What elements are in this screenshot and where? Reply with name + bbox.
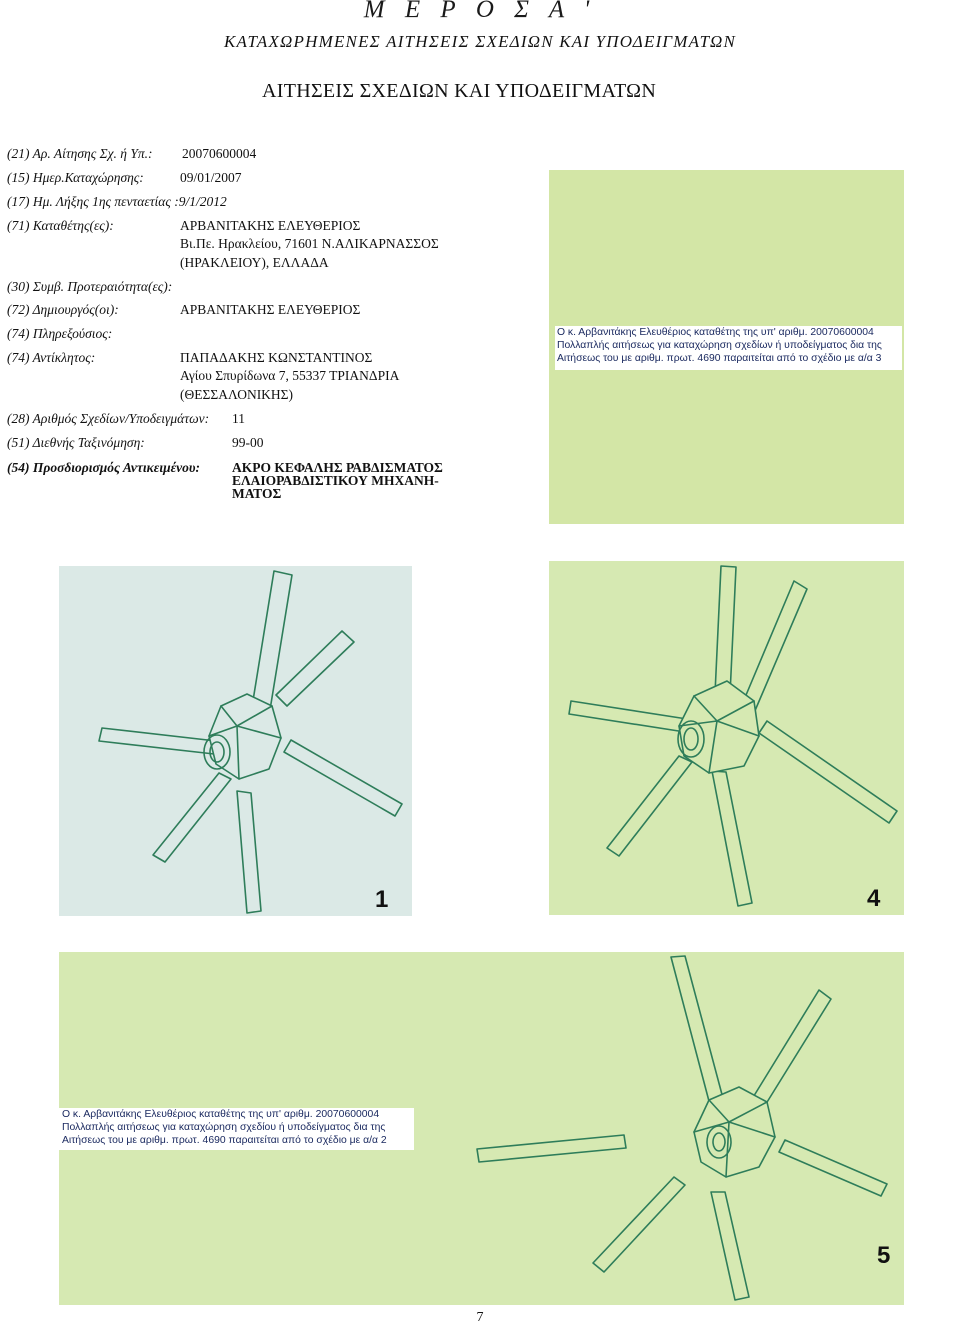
figure-4-panel bbox=[549, 561, 904, 915]
applicant-label: (71) Καταθέτης(ες): bbox=[7, 218, 114, 233]
olive-harvester-head-drawing-4 bbox=[549, 561, 904, 915]
stamp-bottom-line1: Ο κ. Αρβανιτάκης Ελευθέριος καταθέτης της υπ' αριθμ. 20070600004 bbox=[61, 1108, 380, 1120]
app-no-label: (21) Αρ. Αίτησης Σχ. ή Υπ.: bbox=[7, 146, 153, 161]
figure-1-panel bbox=[59, 566, 412, 916]
withdrawal-stamp-bottom bbox=[59, 1108, 414, 1150]
registry-title: ΚΑΤΑΧΩΡΗΜΕΝΕΣ ΑΙΤΗΣΕΙΣ ΣΧΕΔΙΩΝ ΚΑΙ ΥΠΟΔΕΙΓΜΑΤΩΝ bbox=[224, 32, 736, 51]
stamp-bottom-line2: Πολλαπλής αιτήσεως για καταχώρηση σχεδίου ή υποδείγματος δια της bbox=[61, 1121, 386, 1133]
priority-label: (30) Συμβ. Προτεραιότητα(ες): bbox=[7, 279, 173, 294]
representative-label: (74) Αντίκλητος: bbox=[7, 350, 96, 365]
designs-count-label: (28) Αριθμός Σχεδίων/Υποδειγμάτων: bbox=[7, 411, 210, 426]
expiry-label: (17) Ημ. Λήξης 1ης πενταετίας :9/1/2012 bbox=[7, 194, 227, 209]
filing-date-value: 09/01/2007 bbox=[180, 170, 242, 185]
designs-count-value: 11 bbox=[232, 411, 245, 426]
stamp-top-line2: Πολλαπλής αιτήσεως για καταχώρηση σχεδίων ή υποδείγματος δια της bbox=[556, 339, 882, 351]
beneficiary-label: (74) Πληρεξούσιος: bbox=[7, 326, 113, 341]
page-number: 7 bbox=[476, 1310, 484, 1325]
figure-5-panel bbox=[59, 952, 904, 1305]
app-no-value: 20070600004 bbox=[182, 146, 257, 161]
withdrawal-stamp-top bbox=[555, 326, 902, 370]
stamp-bottom-line3: Αιτήσεως του με αριθμ. πρωτ. 4690 παραιτείται από το σχέδιο με α/α 2 bbox=[61, 1134, 387, 1146]
classification-value: 99-00 bbox=[232, 435, 264, 450]
representative-name: ΠΑΠΑΔΑΚΗΣ ΚΩΝΣΤΑΝΤΙΝΟΣ bbox=[180, 350, 373, 365]
applicant-country: (ΗΡΑΚΛΕΙΟΥ), ΕΛΛΑΔΑ bbox=[180, 255, 329, 270]
filing-date-label: (15) Ημερ.Καταχώρησης: bbox=[7, 170, 144, 185]
section-title: ΑΙΤΗΣΕΙΣ ΣΧΕΔΙΩΝ ΚΑΙ ΥΠΟΔΕΙΓΜΑΤΩΝ bbox=[262, 80, 657, 102]
figure-number-4: 4 bbox=[867, 885, 881, 912]
product-line2: ΕΛΑΙΟΡΑΒΔΙΣΤΙΚΟΥ ΜΗΧΑΝΗ- bbox=[232, 473, 439, 488]
applicant-address: Βι.Πε. Ηρακλείου, 71601 Ν.ΑΛΙΚΑΡΝΑΣΣΟΣ bbox=[180, 236, 439, 251]
withdrawn-design-panel-3 bbox=[549, 170, 904, 524]
product-line1: ΑΚΡΟ ΚΕΦΑΛΗΣ ΡΑΒΔΙΣΜΑΤΟΣ bbox=[232, 460, 443, 475]
representative-city: (ΘΕΣΣΑΛΟΝΙΚΗΣ) bbox=[180, 387, 294, 402]
creator-value: ΑΡΒΑΝΙΤΑΚΗΣ ΕΛΕΥΘΕΡΙΟΣ bbox=[180, 302, 361, 317]
figure-number-5: 5 bbox=[877, 1242, 891, 1269]
figure-number-1: 1 bbox=[375, 886, 389, 913]
product-label: (54) Προσδιορισμός Αντικειμένου: bbox=[7, 460, 200, 475]
product-line3: ΜΑΤΟΣ bbox=[232, 486, 282, 501]
stamp-top-line1: Ο κ. Αρβανιτάκης Ελευθέριος καταθέτης της υπ' αριθμ. 20070600004 bbox=[556, 326, 874, 338]
representative-address: Αγίου Σπυρίδωνα 7, 55337 ΤΡΙΑΝΔΡΙΑ bbox=[180, 368, 400, 383]
olive-harvester-head-drawing-1 bbox=[59, 566, 412, 916]
part-title: Μ Ε Ρ Ο Σ Α ' bbox=[363, 0, 597, 23]
stamp-top-line3: Αιτήσεως του με αριθμ. πρωτ. 4690 παραιτείται από το σχέδιο με α/α 3 bbox=[556, 352, 882, 364]
classification-label: (51) Διεθνής Ταξινόμηση: bbox=[7, 435, 145, 450]
creator-label: (72) Δημιουργός(οι): bbox=[7, 302, 119, 317]
applicant-name: ΑΡΒΑΝΙΤΑΚΗΣ ΕΛΕΥΘΕΡΙΟΣ bbox=[180, 218, 361, 233]
